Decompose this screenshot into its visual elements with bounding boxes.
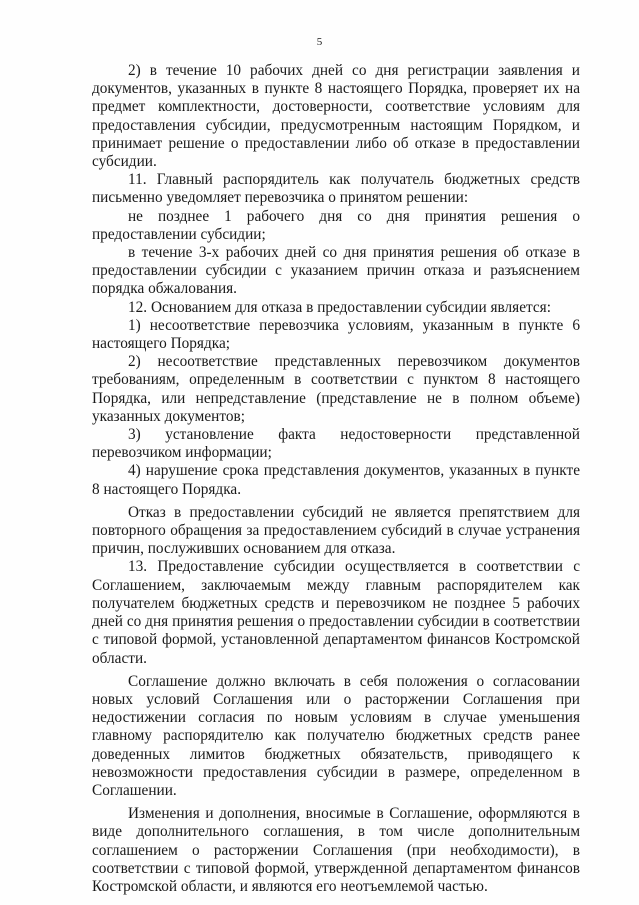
paragraph-12: 12. Основанием для отказа в предоставлении субсидии является:: [128, 298, 551, 316]
document-body: [92, 62, 580, 896]
paragraph-12-item-3: 3) установление факта недостоверности представленной перевозчиком информации;: [92, 426, 580, 462]
paragraph-12-item-2: 2) несоответствие представленных перевозчиком документов требованиям, определенным в соответствии с пунктом 8 настоящего Порядка, или непредставление (представление не в полном объеме) указанных документов;: [92, 353, 580, 425]
paragraph-11: 11. Главный распорядитель как получатель бюджетных средств письменно уведомляет перевозчика о принятом решении:: [92, 171, 580, 207]
page-number: 5: [316, 36, 323, 48]
paragraph-11-item-2: в течение 3-х рабочих дней со дня принятия решения об отказе в предоставлении субсидии с указанием причин отказа и разъяснением порядка обжалования.: [92, 244, 580, 298]
paragraph-12-item-1: 1) несоответствие перевозчика условиям, указанным в пункте 6 настоящего Порядка;: [92, 316, 580, 353]
paragraph-agreement-content: Соглашение должно включать в себя положения о согласовании новых условий Соглашения или о расторжении Соглашения при недостижении согласия по новым условиям в случае уменьшения главному распорядителю как получателю бюджетных средств ранее доведенных лимитов бюджетных обязательств, приводящего к невозможности предоставления субсидии в размере, определенном в Соглашении.: [92, 672, 580, 799]
paragraph-13: 13. Предоставление субсидии осуществляется в соответствии с Соглашением, заключаемым между главным распорядителем как получателем бюджетных средств и перевозчиком не позднее 5 рабочих дней со дня принятия решения о предоставлении субсидии в соответствии с типовой формой, установленной департаментом финансов Костромской области.: [92, 558, 580, 667]
paragraph-12-item-4: 4) нарушение срока представления документов, указанных в пункте 8 настоящего Порядка.: [92, 462, 580, 498]
paragraph-11-item-1: не позднее 1 рабочего дня со дня принятия решения о предоставлении субсидии;: [92, 207, 580, 243]
paragraph-10-2: 2) в течение 10 рабочих дней со дня регистрации заявления и документов, указанных в пункте 8 настоящего Порядка, проверяет их на предмет комплектности, достоверности, соответствие условиям для предоставления субсидии, предусмотренным настоящим Порядком, и принимает решение о предоставлении либо об отказе в предоставлении субсидии.: [92, 62, 580, 171]
paragraph-agreement-changes: Изменения и дополнения, вносимые в Соглашение, оформляются в виде дополнительного соглашения, в том числе дополнительным соглашением о расторжении Соглашения (при необходимости), в соответствии с типовой формой, утвержденной департаментом финансов Костромской области, и являются его неотъемлемой частью.: [92, 805, 580, 895]
paragraph-refusal-note: Отказ в предоставлении субсидий не является препятствием для повторного обращения за предоставлением субсидий в случае устранения причин, послуживших основанием для отказа.: [92, 503, 580, 558]
